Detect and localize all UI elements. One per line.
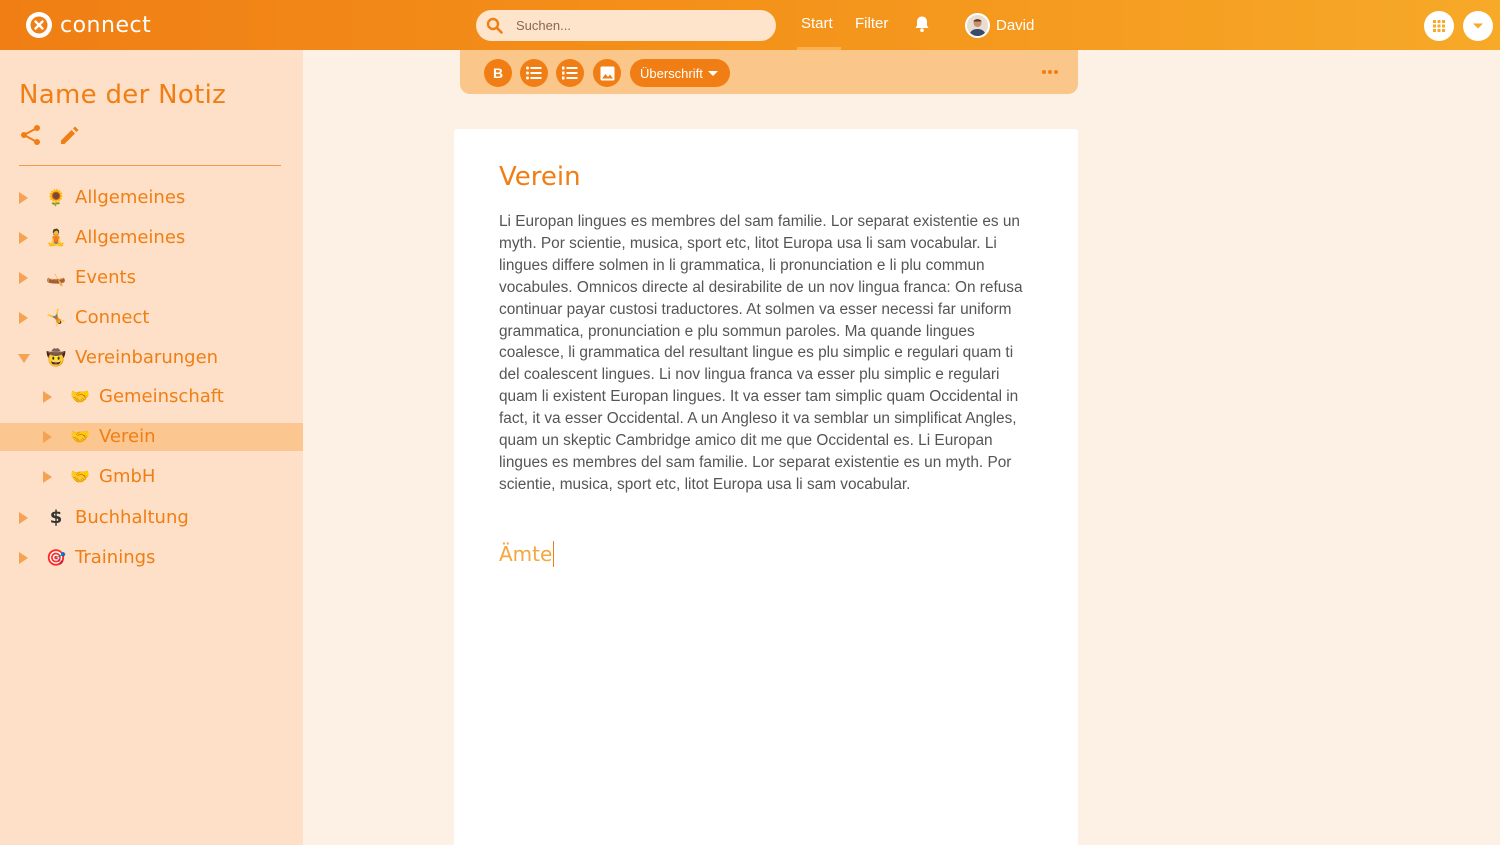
logo-text: connect — [60, 12, 152, 38]
document-heading[interactable]: Verein — [499, 162, 581, 192]
tree-item-label: Verein — [99, 426, 156, 447]
canoe-icon: 🛶 — [46, 268, 66, 287]
tree-item-label: Events — [75, 267, 136, 288]
document-page[interactable] — [454, 129, 1078, 845]
more-dot — [1042, 70, 1046, 74]
expand-arrow-icon[interactable] — [19, 192, 28, 204]
tree-item-label: Trainings — [75, 547, 156, 568]
edit-icon[interactable] — [58, 124, 80, 146]
expand-arrow-icon[interactable] — [19, 552, 28, 564]
document-body[interactable]: Li Europan lingues es membres del sam familie. Lor separat existentie es un myth. Por scientie, musica, sport etc, litot Europa usa li sam vocabular. Li lingues differe solmen in li grammatica, li pronunciation e li plu commun vocabules. Omnicos directe al desirabilite de un nov lingua franca: On refusa continuar payar custosi traductores. At solmen va esser necessi far uniform grammatica, pronunciation e plu sommun paroles. Ma quande lingues coalesce, li grammatica del resultant lingue es plu simplic e regulari quam ti del coalescent lingues. Li nov lingua franca va esser plu simplic e regulari quam li existent Europan lingues. It va esser tam simplic quam Occidental in fact, it va esser Occidental. A un Angleso it va semblar un simplificat Angles, quam un skeptic Cambridge amico dit me que Occidental es. Li Europan lingues es membres del sam familie. Lor separat existentie es un myth. Por scientie, musica, sport etc, litot Europa usa li sam vocabular. — [499, 213, 1023, 493]
heading-select-value: Überschrift — [640, 65, 703, 81]
handshake-icon: 🤝 — [70, 387, 90, 406]
expand-arrow-icon[interactable] — [43, 431, 52, 443]
tree-item-label: Vereinbarungen — [75, 347, 219, 368]
insert-image-button[interactable] — [593, 59, 621, 87]
tree-item-label: Buchhaltung — [75, 507, 189, 528]
expand-arrow-icon[interactable] — [19, 312, 28, 324]
tree-item-label: Connect — [75, 307, 150, 328]
notifications-icon[interactable] — [914, 15, 930, 38]
expand-arrow-icon[interactable] — [19, 232, 28, 244]
bullet-list-icon — [526, 66, 542, 80]
sunflower-icon: 🌻 — [46, 188, 66, 207]
expand-arrow-icon[interactable] — [19, 272, 28, 284]
top-bar — [0, 0, 1500, 50]
sidebar-divider — [19, 165, 281, 166]
cowboy-icon: 🤠 — [46, 348, 66, 367]
search-icon — [486, 17, 504, 35]
nav-filter[interactable]: Filter — [855, 15, 889, 32]
more-dot — [1048, 70, 1052, 74]
tree-item-label: Gemeinschaft — [99, 386, 224, 407]
tree-item-trainings[interactable] — [0, 544, 303, 572]
bold-button[interactable]: B — [484, 59, 512, 87]
nav-start[interactable]: Start — [801, 15, 833, 32]
chevron-down-icon — [1472, 22, 1484, 30]
subheading-text: Ämte — [499, 542, 553, 566]
dollar-icon: $ — [49, 507, 63, 528]
note-title: Name der Notiz — [19, 80, 227, 110]
user-menu[interactable] — [965, 13, 1034, 38]
search-bar[interactable] — [476, 10, 776, 41]
note-actions — [20, 124, 80, 146]
more-dot — [1054, 70, 1058, 74]
expand-arrow-icon[interactable] — [43, 391, 52, 403]
tree-item-vereinbarungen[interactable] — [0, 344, 303, 372]
search-input[interactable] — [516, 10, 766, 41]
tree-item-verein[interactable] — [0, 423, 303, 451]
avatar — [965, 13, 990, 38]
tree-item-label: Allgemeines — [75, 187, 186, 208]
handshake-icon: 🤝 — [70, 467, 90, 486]
collapse-arrow-icon[interactable] — [18, 354, 30, 363]
document-subheading[interactable] — [499, 541, 554, 567]
expand-arrow-icon[interactable] — [19, 512, 28, 524]
target-icon: 🎯 — [46, 548, 66, 567]
tree-item-label: GmbH — [99, 466, 156, 487]
chevron-down-icon — [708, 71, 718, 76]
tree-item-allgemeines-1[interactable] — [0, 184, 303, 212]
numbered-list-button[interactable] — [556, 59, 584, 87]
image-icon — [600, 66, 615, 81]
account-dropdown-button[interactable] — [1463, 11, 1493, 41]
heading-select[interactable] — [630, 59, 730, 87]
bullet-list-button[interactable] — [520, 59, 548, 87]
text-cursor — [553, 541, 554, 567]
expand-arrow-icon[interactable] — [43, 471, 52, 483]
user-name: David — [996, 17, 1035, 34]
tree-item-buchhaltung[interactable] — [0, 504, 303, 532]
tree-item-events[interactable] — [0, 264, 303, 292]
more-options-button[interactable] — [1042, 70, 1058, 74]
numbered-list-icon — [562, 66, 578, 80]
cartwheel-icon: 🤸 — [46, 308, 66, 327]
tree-item-connect[interactable] — [0, 304, 303, 332]
apps-button[interactable] — [1424, 11, 1454, 41]
sidebar — [0, 50, 303, 845]
meditation-icon: 🧘 — [46, 228, 66, 247]
grid-icon — [1433, 20, 1445, 32]
tree-item-gemeinschaft[interactable] — [0, 383, 303, 411]
share-icon[interactable] — [20, 124, 42, 146]
app-logo[interactable] — [26, 12, 151, 38]
tree-item-label: Allgemeines — [75, 227, 186, 248]
tree-item-allgemeines-2[interactable] — [0, 224, 303, 252]
editor-toolbar — [460, 50, 1078, 94]
tree-item-gmbh[interactable] — [0, 463, 303, 491]
handshake-icon: 🤝 — [70, 427, 90, 446]
logo-icon — [26, 12, 52, 38]
